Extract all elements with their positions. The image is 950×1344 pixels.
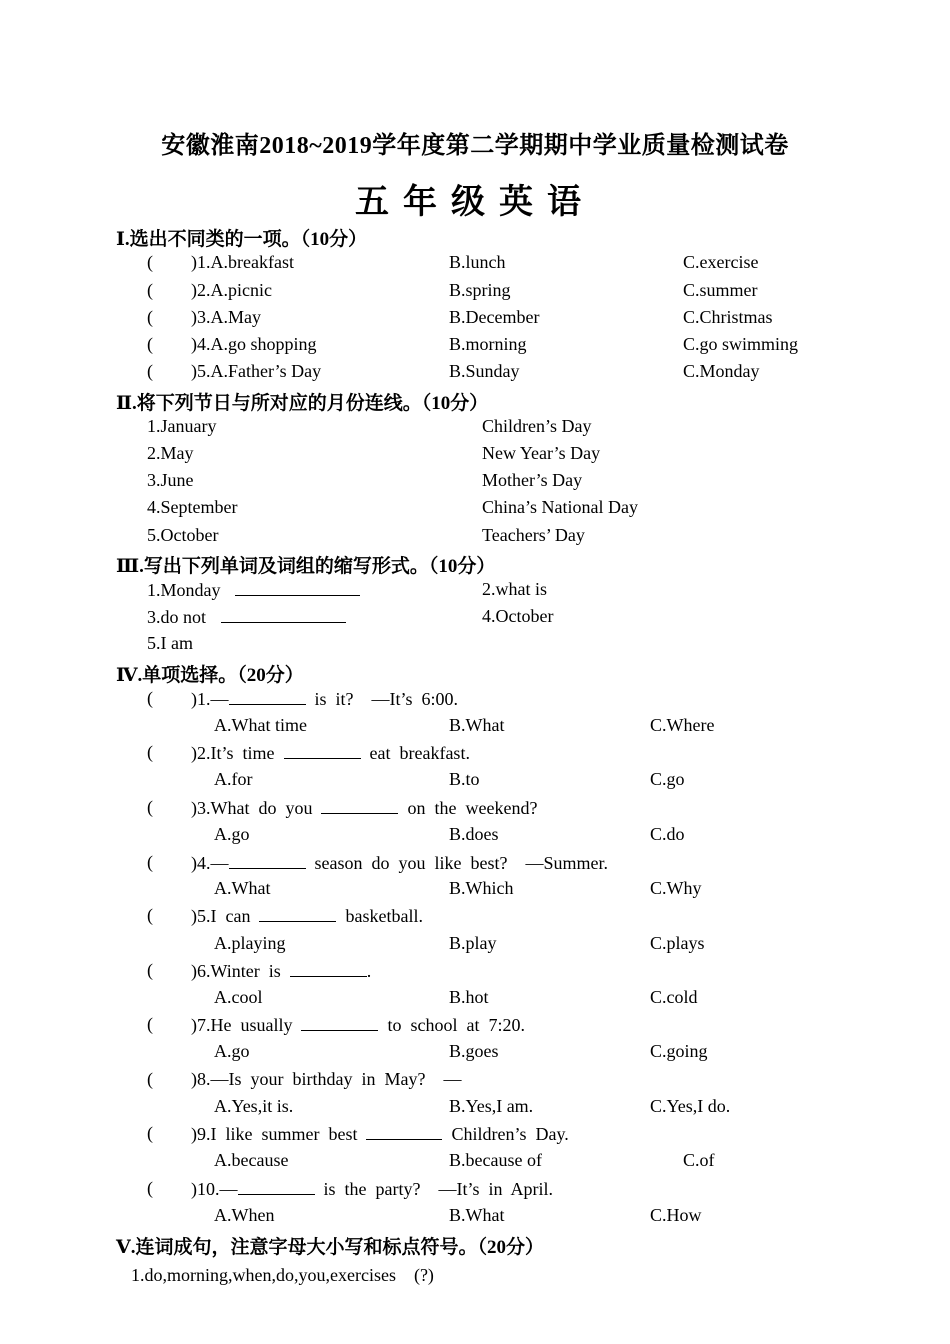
s1-item-1: )1.A.breakfast — [191, 252, 294, 272]
option-b: B.to — [449, 769, 480, 789]
question-stem: )2.It’s time eat breakfast. — [191, 743, 470, 763]
abbrev-item — [482, 579, 547, 600]
question-stem: )10.— is the party? —It’s in April. — [191, 1179, 553, 1199]
festival-item: New Year’s Day — [482, 443, 601, 463]
option-a: A.What time — [214, 715, 307, 735]
abbrev-word: 1.Monday — [147, 580, 221, 600]
option-c: C.plays — [650, 933, 705, 953]
answer-blank[interactable] — [259, 905, 336, 922]
option-b: B.What — [449, 715, 505, 735]
month-item: 5.October — [147, 525, 219, 545]
abbrev-item — [147, 633, 193, 654]
question-stem: )9.I like summer best Children’s Day. — [191, 1124, 569, 1144]
abbrev-item — [147, 579, 360, 601]
abbrev-item — [482, 606, 553, 627]
abbrev-word: 4.October — [482, 606, 554, 626]
answer-paren: ( — [147, 1178, 153, 1198]
option-b: B.Yes,I am. — [449, 1096, 534, 1116]
s1-item-4-c: C.go swimming — [683, 334, 799, 354]
festival-item: China’s National Day — [482, 497, 638, 517]
question-stem: )7.He usually to school at 7:20. — [191, 1015, 525, 1035]
answer-paren: ( — [147, 1014, 153, 1034]
section-5-heading: Ⅴ.连词成句，注意字母大小写和标点符号。（20分） — [116, 1237, 544, 1258]
s1-item-4: )4.A.go shopping — [191, 334, 317, 354]
answer-blank[interactable] — [238, 1178, 315, 1195]
option-b: B.does — [449, 824, 499, 844]
festival-item: Mother’s Day — [482, 470, 583, 490]
month-item: 2.May — [147, 443, 194, 463]
option-b: B.play — [449, 933, 497, 953]
s1-item-4-b: B.morning — [449, 334, 527, 354]
s1-item-2-b: B.spring — [449, 280, 511, 300]
s1-item-2: )2.A.picnic — [191, 280, 272, 300]
answer-paren: ( — [147, 280, 153, 300]
answer-paren: ( — [147, 334, 153, 354]
option-a: A.go — [214, 1041, 250, 1061]
answer-paren: ( — [147, 361, 153, 381]
answer-paren: ( — [147, 960, 153, 980]
option-c: C.cold — [650, 987, 698, 1007]
answer-blank[interactable] — [229, 852, 306, 869]
answer-blank[interactable] — [284, 742, 361, 759]
option-a: A.for — [214, 769, 253, 789]
option-a: A.What — [214, 878, 271, 898]
s1-item-1-b: B.lunch — [449, 252, 506, 272]
s1-item-3-b: B.December — [449, 307, 540, 327]
option-a: A.playing — [214, 933, 286, 953]
question-stem: )5.I can basketball. — [191, 906, 423, 926]
option-c: C.Where — [650, 715, 715, 735]
option-b: B.Which — [449, 878, 514, 898]
question-stem: )6.Winter is . — [191, 961, 372, 981]
option-c: C.How — [650, 1205, 702, 1225]
answer-blank[interactable] — [221, 606, 346, 623]
question-stem: )8.—Is your birthday in May? — — [191, 1069, 462, 1089]
month-item: 1.January — [147, 416, 217, 436]
option-a: A.When — [214, 1205, 275, 1225]
option-b: B.because of — [449, 1150, 542, 1170]
abbrev-word: 3.do not — [147, 607, 207, 627]
section-2-heading: Ⅱ.将下列节日与所对应的月份连线。（10分） — [116, 393, 489, 414]
section-1-heading: Ⅰ.选出不同类的一项。（10分） — [116, 229, 368, 250]
exam-subject: 五年级英语 — [355, 184, 595, 221]
option-a: A.cool — [214, 987, 263, 1007]
option-c: C.go — [650, 769, 685, 789]
option-c: C.Why — [650, 878, 702, 898]
s1-item-5-c: C.Monday — [683, 361, 760, 381]
answer-paren: ( — [147, 742, 153, 762]
s1-item-3-c: C.Christmas — [683, 307, 773, 327]
answer-blank[interactable] — [290, 960, 367, 977]
answer-paren: ( — [147, 688, 153, 708]
option-b: B.hot — [449, 987, 489, 1007]
answer-paren: ( — [147, 1069, 153, 1089]
abbrev-item — [147, 606, 346, 628]
answer-blank[interactable] — [301, 1014, 378, 1031]
answer-paren: ( — [147, 1123, 153, 1143]
option-b: B.What — [449, 1205, 505, 1225]
answer-blank[interactable] — [229, 688, 306, 705]
answer-blank[interactable] — [235, 579, 360, 596]
question-stem: )3.What do you on the weekend? — [191, 798, 538, 818]
answer-paren: ( — [147, 252, 153, 272]
exam-title: 安徽淮南2018~2019学年度第二学期期中学业质量检测试卷 — [161, 133, 789, 159]
month-item: 3.June — [147, 470, 194, 490]
festival-item: Children’s Day — [482, 416, 592, 436]
section-3-heading: Ⅲ.写出下列单词及词组的缩写形式。（10分） — [116, 556, 496, 577]
month-item: 4.September — [147, 497, 238, 517]
option-b: B.goes — [449, 1041, 499, 1061]
s1-item-2-c: C.summer — [683, 280, 758, 300]
festival-item: Teachers’ Day — [482, 525, 585, 545]
answer-blank[interactable] — [321, 797, 398, 814]
option-c: C.Yes,I do. — [650, 1096, 731, 1116]
answer-paren: ( — [147, 797, 153, 817]
option-a: A.Yes,it is. — [214, 1096, 294, 1116]
s1-item-3: )3.A.May — [191, 307, 261, 327]
option-c: C.of — [683, 1150, 715, 1170]
option-c: C.going — [650, 1041, 708, 1061]
answer-paren: ( — [147, 852, 153, 872]
s1-item-5-b: B.Sunday — [449, 361, 520, 381]
question-stem: )4.— season do you like best? —Summer. — [191, 853, 608, 873]
abbrev-word: 2.what is — [482, 579, 547, 599]
question-stem: )1.— is it? —It’s 6:00. — [191, 689, 458, 709]
section-4-heading: Ⅳ.单项选择。（20分） — [116, 665, 304, 686]
s1-item-5: )5.A.Father’s Day — [191, 361, 322, 381]
answer-blank[interactable] — [366, 1123, 442, 1140]
answer-paren: ( — [147, 307, 153, 327]
abbrev-word: 5.I am — [147, 633, 193, 653]
answer-paren: ( — [147, 905, 153, 925]
option-a: A.because — [214, 1150, 289, 1170]
option-c: C.do — [650, 824, 685, 844]
sentence-item: 1.do,morning,when,do,you,exercises (?) — [131, 1265, 434, 1285]
s1-item-1-c: C.exercise — [683, 252, 759, 272]
option-a: A.go — [214, 824, 250, 844]
